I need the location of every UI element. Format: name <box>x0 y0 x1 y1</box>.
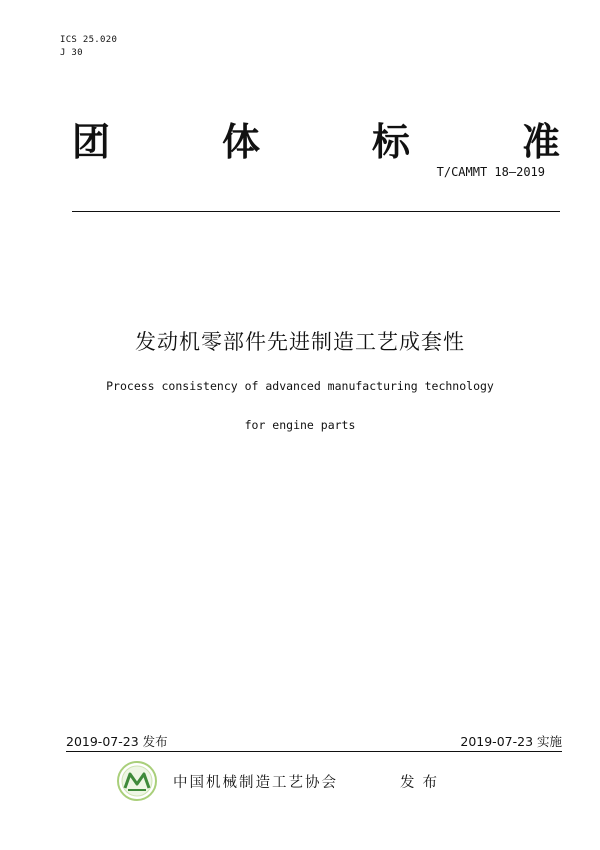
heading-char-4: 准 <box>521 120 560 164</box>
publish-label: 发布 <box>400 775 445 791</box>
ccs-code: J 30 <box>60 48 83 58</box>
classification-codes <box>60 34 117 60</box>
implement-date: 2019-07-23 实施 <box>460 734 562 749</box>
document-title-cn: 发动机零部件先进制造工艺成套性 <box>135 330 465 354</box>
publish-date: 2019-07-23 发布 <box>66 734 168 749</box>
ics-code: ICS 25.020 <box>60 35 118 45</box>
document-title-en-line2: for engine parts <box>244 418 356 432</box>
standard-type-heading <box>72 118 560 168</box>
bottom-divider <box>66 751 562 752</box>
heading-char-3: 标 <box>371 120 410 164</box>
heading-char-1: 团 <box>72 120 111 164</box>
association-logo-icon <box>116 760 158 802</box>
standard-number: T/CAMMT 18—2019 <box>436 165 545 179</box>
document-title-en-line1: Process consistency of advanced manufacturing technology <box>106 379 494 393</box>
heading-char-2: 体 <box>221 120 260 164</box>
top-divider <box>72 211 560 212</box>
issuing-organization: 中国机械制造工艺协会 <box>173 775 338 791</box>
